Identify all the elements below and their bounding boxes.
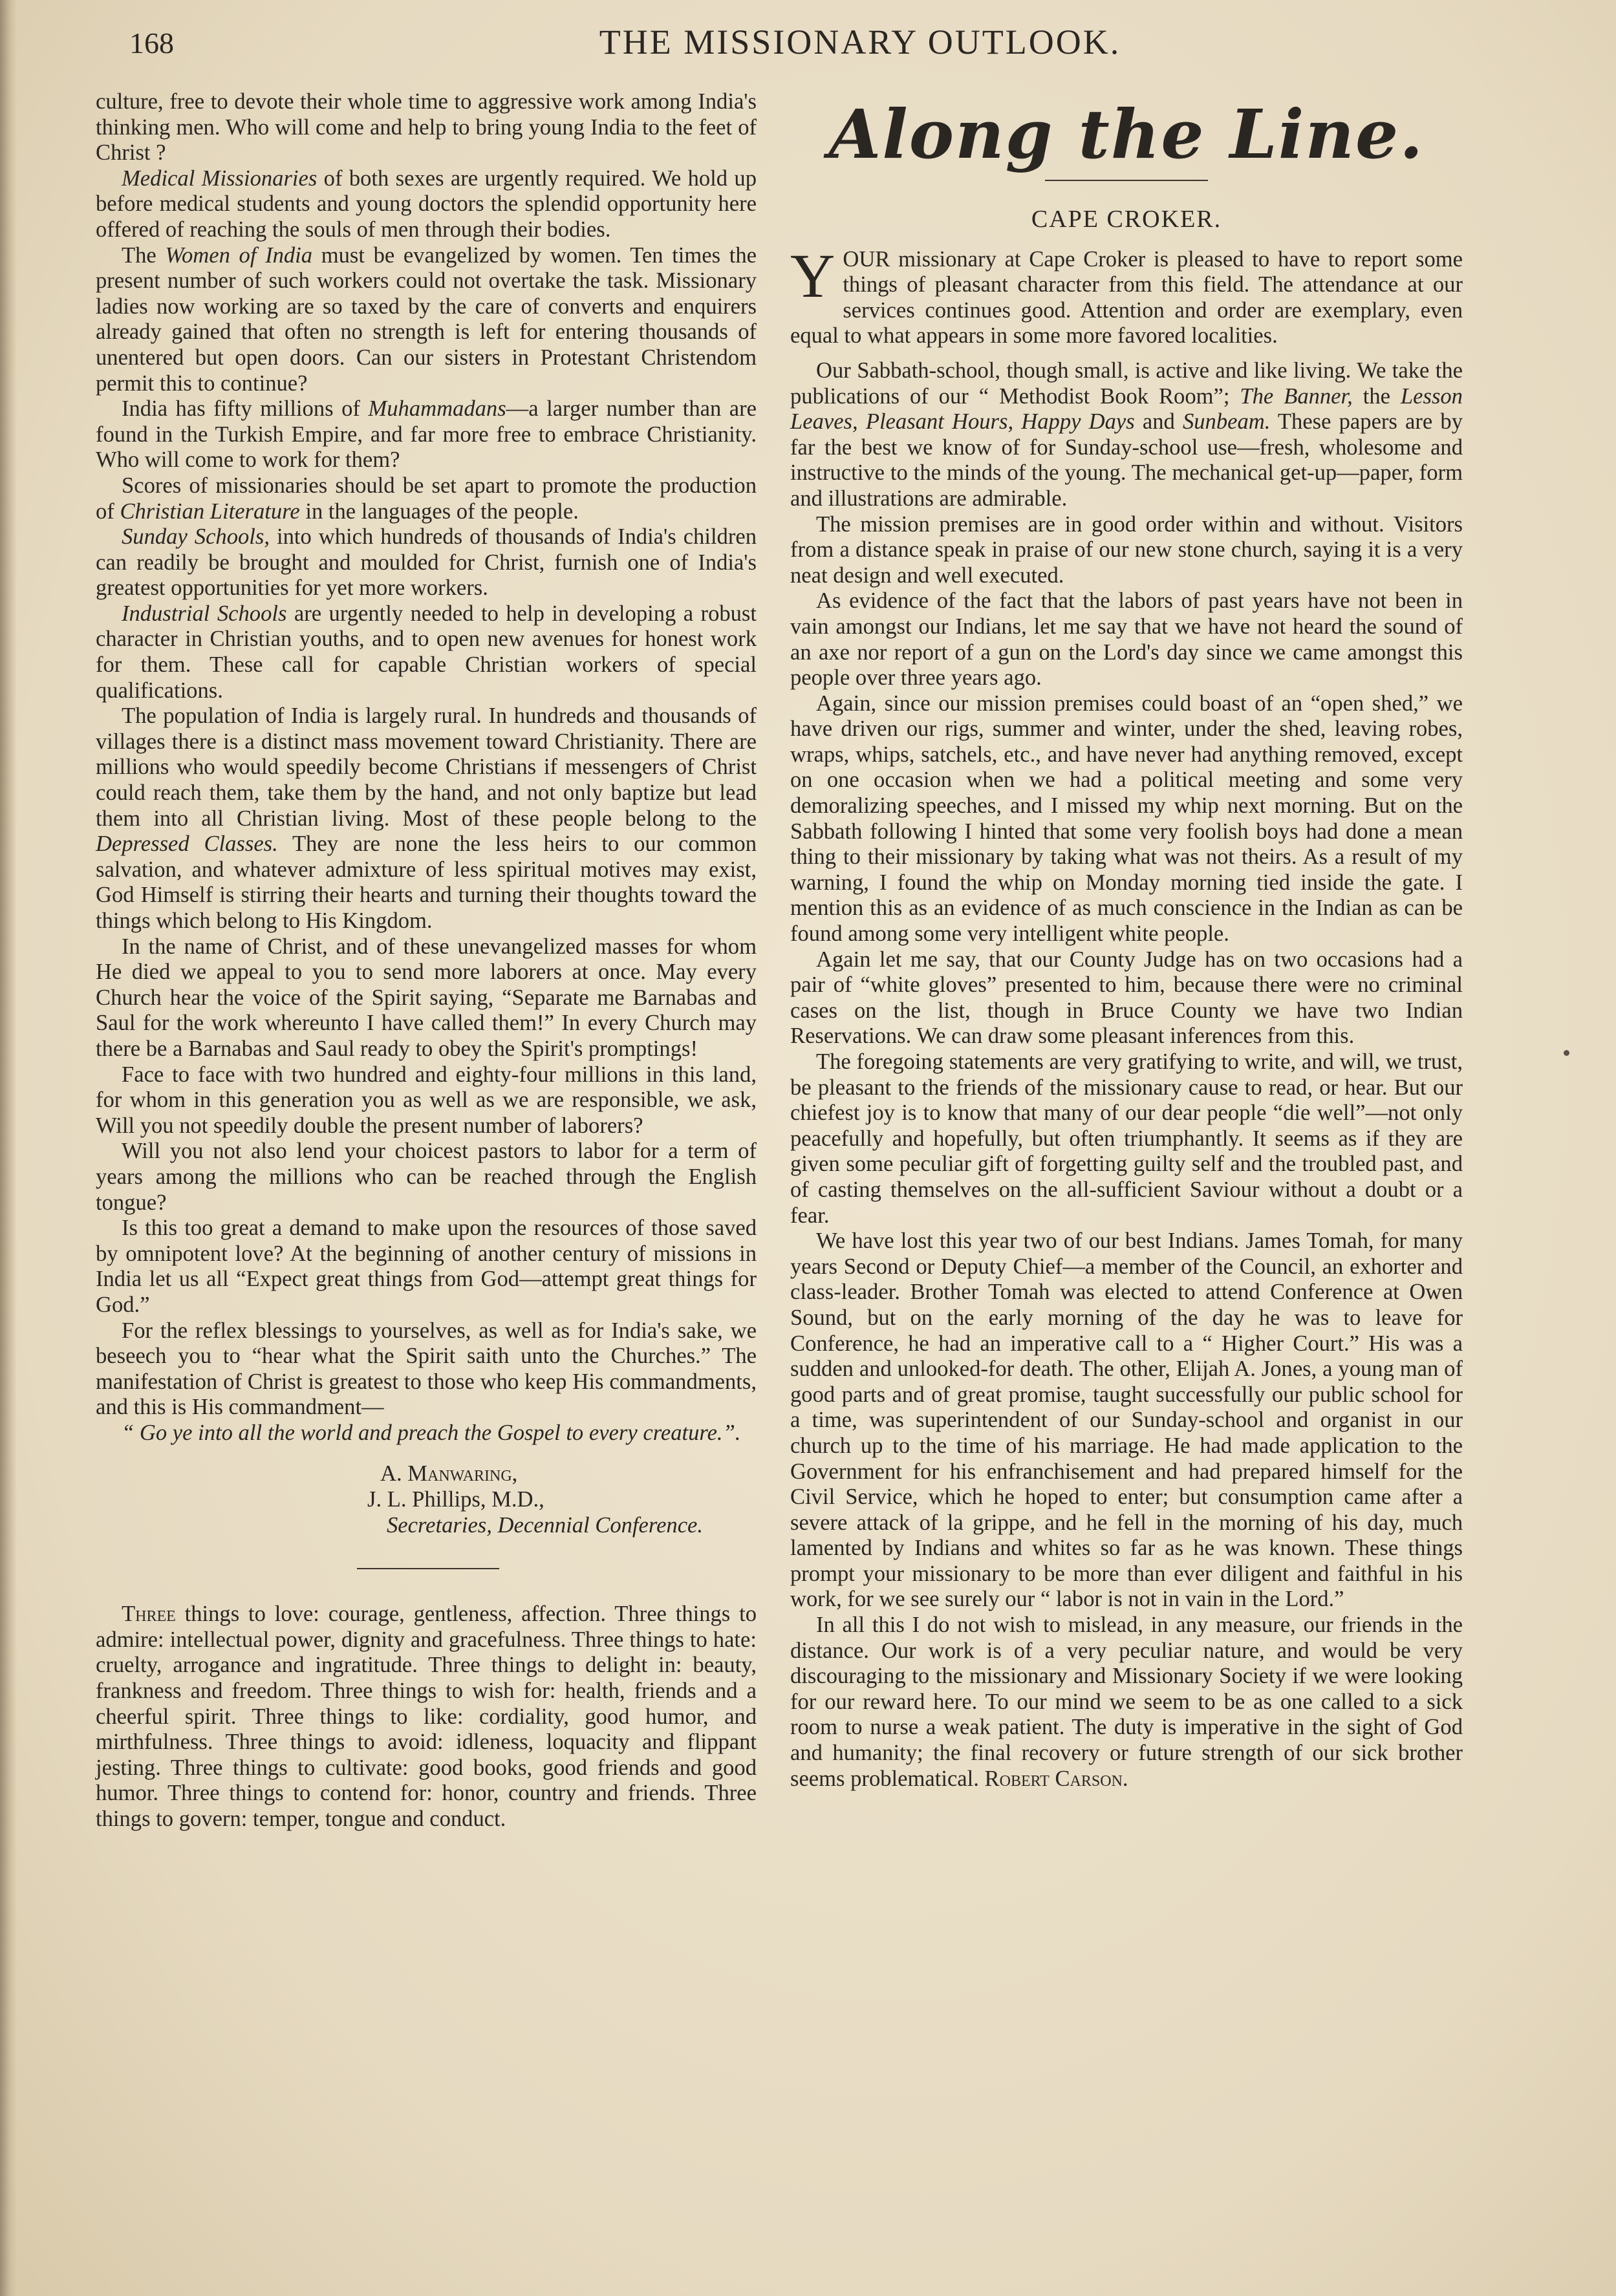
paragraph: In the name of Christ, and of these unevangelized masses for whom He died we appeal to you to send more laborers at once. May every Church hear the voice of the Spirit saying, “Separate me Barnabas and Saul for the work whereunto I have called them!” In every Church may there be a Barnabas and Saul ready to obey the Spirit's promptings! [96, 934, 757, 1061]
paragraph: The Women of India must be evangelized by women. Ten times the present number of such workers could not overtake the task. Missionary ladies now working are so taxed by the care of converts and enquirers already gained that often no strength is left for entering thousands of unentered but open doors. Can our sisters in Protestant Christendom permit this to continue? [96, 242, 757, 396]
paragraph: Will you not also lend your choicest pastors to labor for a term of years among the millions who can be reached through the English tongue? [96, 1139, 757, 1215]
signatory-manwaring: A. Manwaring, [380, 1461, 518, 1486]
paragraph: The mission premises are in good order within and without. Visitors from a distance speak in praise of our new stone church, saying it is a very neat design and well executed. [790, 511, 1463, 588]
right-column [790, 96, 1463, 1792]
paragraph: The foregoing statements are very gratifying to write, and will, we trust, be pleasant to the friends of the missionary cause to read, or hear. But our chiefest joy is to know that many of our dear people “die well”—not only peacefully and hopefully, but often triumphantly. It seems as if they are given some peculiar gift of forgetting guilty self and the troubled past, and of casting themselves on the all-sufficient Saviour without a doubt or a fear. [790, 1049, 1463, 1228]
paragraph: For the reflex blessings to yourselves, as well as for India's sake, we beseech you to “hear what the Spirit saith unto the Churches.” The manifestation of Christ is greatest to those who keep His commandments, and this is His commandment— [96, 1318, 757, 1420]
drop-cap: Y [790, 241, 835, 310]
section-heading: Along the Line. [828, 94, 1425, 174]
page-header [91, 22, 1513, 61]
left-column [96, 89, 757, 1832]
paragraph: Sunday Schools, into which hundreds of thousands of India's children can readily be brought and moulded for Christ, furnish one of India's greatest opportunities for yet more workers. [96, 524, 757, 601]
signature-block [96, 1461, 757, 1538]
paragraph: YOUR missionary at Cape Croker is pleased to have to report some things of pleasant character from this field. The attendance at our services continues good. Attention and order are exemplary, even equal to what appears in some more favored localities. [790, 241, 1463, 349]
binding-shadow [0, 0, 17, 2296]
heading-rule [1045, 180, 1208, 181]
paragraph: Again, since our mission premises could boast of an “open shed,” we have driven our rigs, summer and winter, under the shed, leaving robes, wraps, whips, satchels, etc., and have never had anything removed, except on one occasion when we had a political meeting and some very demoralizing speeches, and I missed my whip next morning. But on the Sabbath following I hinted that some very foolish boys had done a mean thing to their missionary by taking what was not theirs. As a result of my warning, I found the whip on Monday morning tied inside the gate. I mention this as an evidence of as much conscience in the Indian as can be found among some very intelligent white people. [790, 691, 1463, 947]
article-subheading: CAPE CROKER. [1031, 206, 1222, 233]
paragraph: India has fifty millions of Muhammadans—a larger number than are found in the Turkish Empire, and far more free to embrace Christianity. Who will come to work for them? [96, 396, 757, 473]
paragraph: Is this too great a demand to make upon the resources of those saved by omnipotent love? At the beginning of another century of missions in India let us all “Expect great things from God—attempt great things for God.” [96, 1216, 757, 1317]
paragraph: Medical Missionaries of both sexes are urgently required. We hold up before medical students and young doctors the splendid opportunity here offered of reaching the souls of men through their bodies. [96, 166, 757, 242]
paragraph: culture, free to devote their whole time to aggressive work among India's thinking men. Who will come and help to bring young India to the feet of Christ ? [96, 89, 757, 166]
paragraph: We have lost this year two of our best Indians. James Tomah, for many years Second or Deputy Chief—a member of the Council, an exhorter and class-leader. Brother Tomah was elected to attend Conference at Owen Sound, but on the early morning of the day he was to leave for Conference, he had an imperative call to a “ Higher Court.” His was a sudden and unlooked-for death. The other, Elijah A. Jones, a young man of good parts and of great promise, taught successfully our public school for a time, was superintendent of our Sunday-school and organist in our church up to the time of his marriage. He had made application to the Government for his enfranchisement and had prepared himself for the Civil Service, which he hoped to enter; but consumption came after a severe attack of la grippe, and he fell in the morning of his day, much lamented by Indians and whites so far as he was known. These things prompt your missionary to be more than ever diligent and faithful in his work, for we see surely our “ labor is not in vain in the Lord.” [790, 1228, 1463, 1612]
page-number: 168 [129, 27, 174, 59]
paragraph: Face to face with two hundred and eighty-four millions in this land, for whom in this generation you as well as we are responsible, we ask, Will you not speedily double the present number of laborers? [96, 1062, 757, 1138]
signatory-title: Secretaries, Decennial Conference. [387, 1512, 704, 1538]
paragraph: Again let me say, that our County Judge has on two occasions had a pair of “white gloves” presented to him, because there were no criminal cases on the list, though in Bruce County we have two Indian Reservations. We can draw some pleasant inferences from this. [790, 947, 1463, 1049]
scripture-quote: “ Go ye into all the world and preach the Gospel to every creature.”. [122, 1420, 741, 1445]
paragraph: As evidence of the fact that the labors of past years have not been in vain amongst our Indians, let me say that we have not heard the sound of an axe nor report of a gun on the Lord's day since we came amongst this people over three years ago. [790, 588, 1463, 691]
paragraph: Industrial Schools are urgently needed to help in developing a robust character in Christian youths, and to open new avenues for honest work for them. These call for capable Christian workers of special qualifications. [96, 601, 757, 703]
ink-spot [1564, 1050, 1569, 1056]
paragraph: The population of India is largely rural. In hundreds and thousands of villages there is a distinct mass movement toward Christianity. There are millions who would speedily become Christians if messengers of Christ could reach them, take them by the hand, and not only baptize but lead them into all Christian living. Most of these people belong to the Depressed Classes. They are none the less heirs to our common salvation, and whatever admixture of less spiritual motives may exist, God Himself is stirring their hearts and turning their thoughts toward the things which belong to His Kingdom. [96, 703, 757, 933]
signatory-phillips: J. L. Phillips, M.D., [367, 1487, 544, 1512]
paragraph: Scores of missionaries should be set apart to promote the production of Christian Literature in the languages of the people. [96, 473, 757, 524]
paragraph: Our Sabbath-school, though small, is active and like living. We take the publications of our “ Methodist Book Room”; The Banner, the Lesson Leaves, Pleasant Hours, Happy Days and Sunbeam. These papers are by far the best we know of for Sunday-school use—fresh, wholesome and instructive to the minds of the young. The mechanical get-up—paper, form and illustrations are admirable. [790, 358, 1463, 511]
author-signature: Robert Carson. [984, 1766, 1128, 1791]
three-things-paragraph: Three things to love: courage, gentleness, affection. Three things to admire: intellectual power, dignity and gracefulness. Three things to hate: cruelty, arrogance and ingratitude. Three things to delight in: beauty, frankness and freedom. Three things to wish for: health, friends and a cheerful spirit. Three things to like: cordiality, good humor, and mirthfulness. Three things to avoid: idleness, loquacity and flippant jesting. Three things to cultivate: good books, good friends and good humor. Three things to contend for: honor, country and friends. Three things to govern: temper, tongue and conduct. [96, 1602, 757, 1831]
divider-rule [357, 1568, 499, 1569]
paragraph: In all this I do not wish to mislead, in any measure, our friends in the distance. Our work is of a very peculiar nature, and would be very discouraging to the missionary and Missionary Society if we were looking for our reward here. To our mind we seem to be as one called to a sick room to nurse a weak patient. The duty is imperative in the sight of God and humanity; the final recovery or future strength of our sick brother seems problematical. Robert Carson. [790, 1613, 1463, 1791]
running-title: THE MISSIONARY OUTLOOK. [599, 23, 1121, 61]
